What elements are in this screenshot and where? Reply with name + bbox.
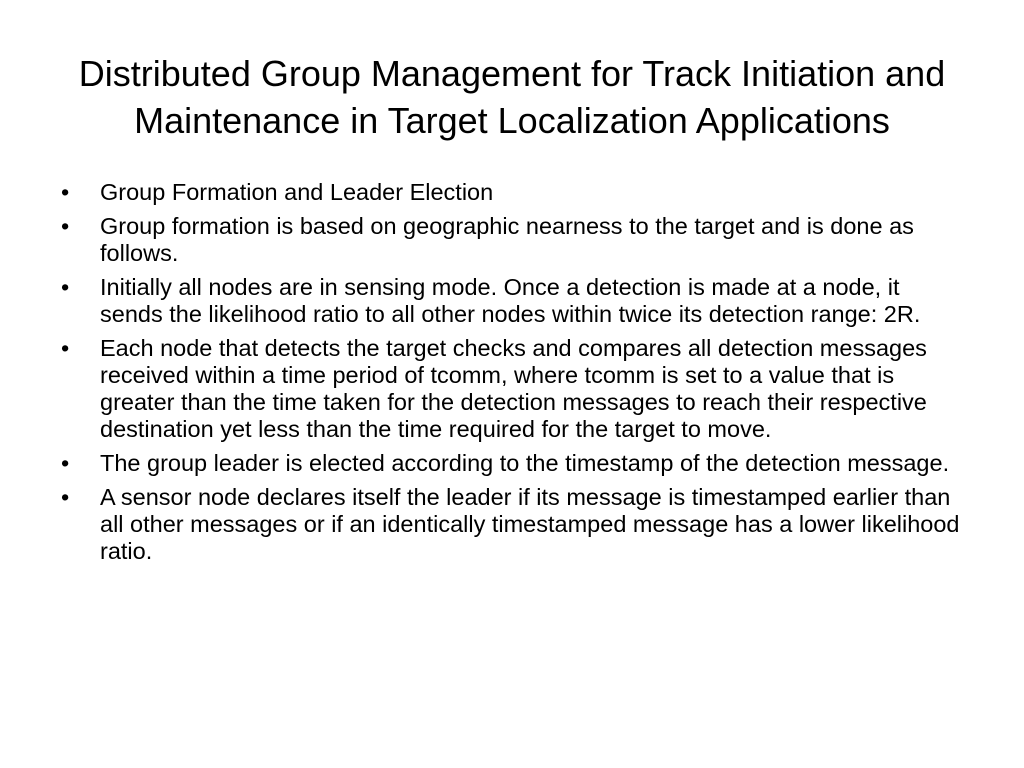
bullet-marker: • — [61, 274, 70, 300]
bullet-item-5 — [56, 450, 968, 477]
slide-title: Distributed Group Management for Track Initiation and Maintenance in Target Localization Applications — [78, 53, 946, 141]
bullet-text: Group Formation and Leader Election — [100, 179, 494, 205]
bullet-item-2 — [56, 213, 968, 267]
bullet-item-6 — [56, 484, 968, 565]
bullet-text: Group formation is based on geographic nearness to the target and is done as follows. — [100, 213, 914, 266]
bullet-marker: • — [61, 450, 70, 476]
bullet-item-1 — [56, 179, 968, 206]
bullet-text: The group leader is elected according to the timestamp of the detection message. — [100, 450, 950, 476]
bullet-item-4 — [56, 335, 968, 443]
bullet-marker: • — [61, 213, 70, 239]
bullet-text: Each node that detects the target checks and compares all detection messages received within a time period of tcomm, where tcomm is set to a value that is greater than the time taken for the detection messages to reach their respective destination yet less than the time required for the target to move. — [100, 335, 927, 442]
bullet-text: Initially all nodes are in sensing mode. Once a detection is made at a node, it sends the likelihood ratio to all other nodes within twice its detection range: 2R. — [100, 274, 921, 327]
bullet-marker: • — [61, 179, 70, 205]
bullet-item-3 — [56, 274, 968, 328]
bullet-marker: • — [61, 335, 70, 361]
bullet-text: A sensor node declares itself the leader if its message is timestamped earlier than all other messages or if an identically timestamped message has a lower likelihood ratio. — [100, 484, 960, 564]
bullet-marker: • — [61, 484, 70, 510]
bullet-list — [56, 179, 968, 572]
